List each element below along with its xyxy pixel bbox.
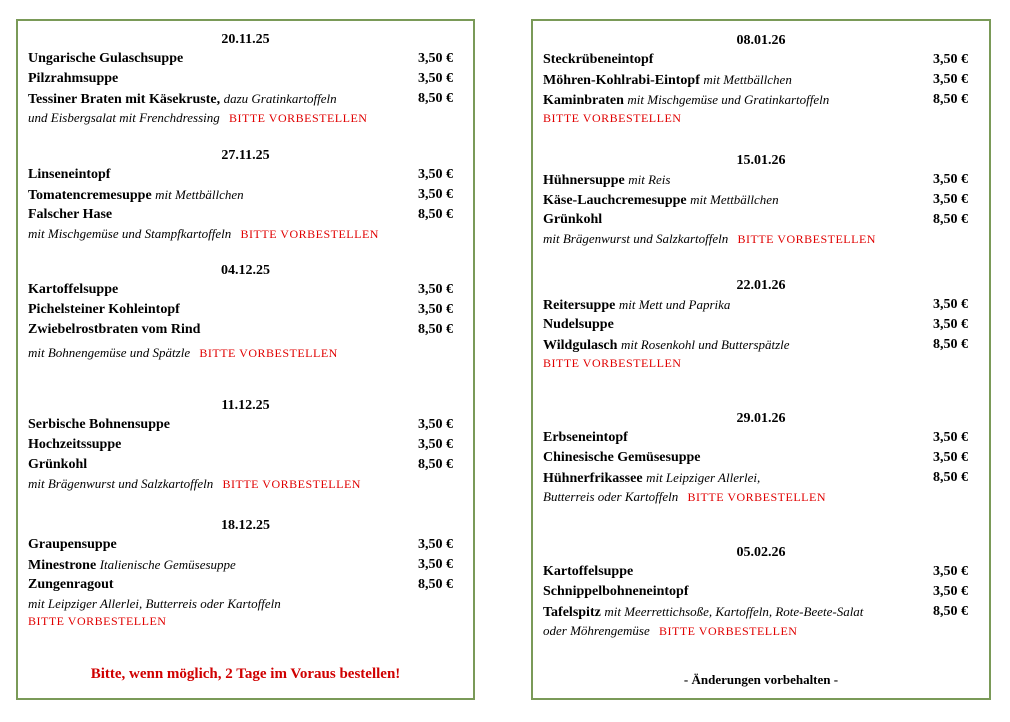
dish-name [28, 320, 200, 340]
dish-title: Steckrübeneintopf [543, 52, 654, 67]
preorder-notice: BITTE VORBESTELLEN [659, 624, 798, 638]
menu-day-section [18, 147, 473, 243]
dish-name [543, 468, 760, 489]
dish-price: 3,50 € [933, 430, 968, 445]
dish-description: mit Mett und Paprika [618, 297, 731, 312]
dish-price: 3,50 € [933, 564, 968, 579]
dish-title: Minestrone [28, 558, 97, 573]
dish-title: Nudelsuppe [543, 317, 614, 332]
dish-price: 3,50 € [933, 584, 968, 599]
preorder-notice: BITTE VORBESTELLEN [240, 227, 379, 241]
menu-item-row [18, 280, 473, 300]
side-dish-text: und Eisbergsalat mit Frenchdressing [28, 110, 220, 125]
preorder-line [18, 613, 473, 629]
menu-item-row [18, 89, 473, 109]
menu-item-row [18, 300, 473, 320]
dish-title: Erbseneintopf [543, 430, 628, 445]
dish-title: Hühnersuppe [543, 173, 625, 188]
dish-price: 3,50 € [418, 417, 453, 432]
dish-name [28, 185, 244, 206]
dish-name [543, 90, 829, 111]
dish-price: 3,50 € [933, 297, 968, 312]
dish-title: Kaminbraten [543, 93, 624, 108]
menu-item-row [533, 190, 989, 210]
menu-item-row [18, 185, 473, 205]
dish-title: Pichelsteiner Kohleintopf [28, 302, 180, 317]
side-dish-text: mit Brägenwurst und Salzkartoffeln [543, 231, 729, 246]
dish-price: 3,50 € [418, 302, 453, 317]
dish-price: 3,50 € [418, 71, 453, 86]
dish-name [543, 50, 653, 70]
menu-day-section [18, 517, 473, 629]
dish-price: 3,50 € [933, 52, 968, 67]
menu-item-row [18, 320, 473, 340]
dish-name [28, 300, 180, 320]
dish-title: Falscher Hase [28, 207, 113, 222]
dish-price: 3,50 € [933, 192, 968, 207]
dish-title: Hühnerfrikassee [543, 471, 643, 486]
dish-price: 8,50 € [933, 212, 968, 227]
dish-title: Kartoffelsuppe [28, 282, 119, 297]
dish-name [28, 205, 112, 225]
dish-name [543, 448, 701, 468]
menu-date: 04.12.25 [221, 263, 270, 278]
preorder-notice: BITTE VORBESTELLEN [543, 111, 682, 125]
preorder-line [533, 110, 989, 126]
dish-title: Möhren-Kohlrabi-Eintopf [543, 73, 700, 88]
dish-name [28, 435, 121, 455]
dish-price: 8,50 € [933, 604, 968, 619]
menu-item-row [18, 165, 473, 185]
menu-item-row [533, 295, 989, 315]
menu-item-row [533, 562, 989, 582]
dish-name [543, 335, 790, 356]
menu-item-row [533, 210, 989, 230]
preorder-notice: BITTE VORBESTELLEN [543, 356, 682, 370]
side-dish-text: oder Möhrengemüse [543, 623, 650, 638]
dish-description: mit Mischgemüse und Gratinkartoffeln [627, 92, 830, 107]
menu-item-row [533, 90, 989, 110]
dish-name [543, 295, 730, 316]
menu-date: 05.02.26 [736, 545, 786, 560]
side-dish-note [18, 595, 473, 613]
menu-item-row [533, 170, 989, 190]
menu-date: 22.01.26 [736, 278, 786, 293]
left-menu-panel [16, 19, 475, 700]
dish-title: Zwiebelrostbraten vom Rind [28, 322, 201, 337]
dish-name [543, 428, 628, 448]
dish-title: Serbische Bohnensuppe [28, 417, 170, 432]
menu-item-row [533, 50, 989, 70]
menu-date: 18.12.25 [221, 518, 270, 533]
preorder-notice: BITTE VORBESTELLEN [199, 346, 338, 360]
menu-day-section [533, 544, 989, 640]
dish-price: 3,50 € [418, 51, 453, 66]
menu-item-row [18, 535, 473, 555]
dish-title: Graupensuppe [28, 537, 117, 552]
menu-date: 11.12.25 [221, 398, 270, 413]
dish-price: 3,50 € [418, 282, 453, 297]
dish-description: mit Mettbällchen [155, 187, 244, 202]
menu-date: 27.11.25 [221, 148, 270, 163]
dish-description: mit Reis [628, 172, 671, 187]
dish-title: Tessiner Braten mit Käsekruste, [28, 92, 221, 107]
side-dish-text: mit Brägenwurst und Salzkartoffeln [28, 476, 214, 491]
dish-name [543, 602, 863, 623]
menu-item-row [533, 448, 989, 468]
dish-title: Linseneintopf [28, 167, 111, 182]
menu-item-row [18, 455, 473, 475]
side-dish-note [533, 488, 989, 506]
dish-name [543, 70, 792, 91]
menu-item-row [18, 555, 473, 575]
dish-name [543, 170, 670, 191]
menu-item-row [18, 69, 473, 89]
side-dish-text: mit Leipziger Allerlei, Butterreis oder Kartoffeln [28, 596, 281, 611]
dish-title: Pilzrahmsuppe [28, 71, 119, 86]
dish-name [28, 165, 110, 185]
side-dish-text: mit Mischgemüse und Stampfkartoffeln [28, 226, 232, 241]
dish-price: 3,50 € [933, 450, 968, 465]
dish-price: 3,50 € [418, 167, 453, 182]
menu-item-row [533, 428, 989, 448]
dish-name [543, 562, 633, 582]
dish-price: 3,50 € [418, 557, 453, 572]
preorder-notice: BITTE VORBESTELLEN [687, 490, 826, 504]
dish-description: mit Mettbällchen [690, 192, 779, 207]
dish-name [28, 575, 114, 595]
menu-item-row [18, 205, 473, 225]
dish-price: 3,50 € [933, 172, 968, 187]
preorder-line [533, 355, 989, 371]
dish-name [543, 315, 614, 335]
side-dish-note [533, 230, 989, 248]
menu-item-row [18, 415, 473, 435]
side-dish-note [18, 475, 473, 493]
dish-title: Wildgulasch [543, 338, 618, 353]
menu-day-section [18, 397, 473, 493]
menu-date: 15.01.26 [736, 153, 786, 168]
dish-name [543, 582, 689, 602]
menu-date: 29.01.26 [736, 411, 786, 426]
menu-item-row [533, 335, 989, 355]
menu-day-section [533, 277, 989, 371]
dish-name [28, 415, 170, 435]
dish-name [28, 89, 337, 110]
menu-item-row [533, 582, 989, 602]
menu-item-row [533, 602, 989, 622]
dish-title: Chinesische Gemüsesuppe [543, 450, 701, 465]
dish-title: Zungenragout [28, 577, 114, 592]
menu-day-section [18, 262, 473, 362]
dish-title: Hochzeitssuppe [28, 437, 122, 452]
side-dish-text: mit Bohnengemüse und Spätzle [28, 345, 191, 360]
preorder-notice: BITTE VORBESTELLEN [737, 232, 876, 246]
dish-name [28, 280, 118, 300]
side-dish-note [533, 622, 989, 640]
dish-price: 3,50 € [418, 187, 453, 202]
side-dish-note [18, 344, 473, 362]
dish-price: 8,50 € [418, 577, 453, 592]
menu-day-section [18, 31, 473, 127]
menu-item-row [533, 70, 989, 90]
dish-price: 8,50 € [933, 92, 968, 107]
dish-name [543, 190, 779, 211]
dish-description: mit Meerrettichsoße, Kartoffeln, Rote-Beete-Salat [604, 604, 864, 619]
dish-title: Käse-Lauchcremesuppe [543, 193, 687, 208]
dish-price: 8,50 € [418, 207, 453, 222]
menu-item-row [533, 315, 989, 335]
preorder-notice: BITTE VORBESTELLEN [28, 614, 167, 628]
dish-name [28, 555, 236, 576]
dish-price: 3,50 € [418, 437, 453, 452]
menu-item-row [18, 49, 473, 69]
menu-item-row [533, 468, 989, 488]
dish-title: Tomatencremesuppe [28, 188, 152, 203]
menu-day-section [533, 152, 989, 248]
menu-item-row [18, 435, 473, 455]
dish-name [28, 69, 118, 89]
menu-day-section [533, 32, 989, 126]
right-menu-panel [531, 19, 991, 700]
dish-description: mit Leipziger Allerlei, [646, 470, 761, 485]
menu-day-section [533, 410, 989, 506]
preorder-reminder: Bitte, wenn möglich, 2 Tage im Voraus bestellen! [90, 666, 401, 682]
dish-price: 3,50 € [933, 317, 968, 332]
dish-price: 8,50 € [933, 337, 968, 352]
dish-name [28, 535, 117, 555]
menu-date: 20.11.25 [221, 32, 270, 47]
dish-price: 8,50 € [418, 91, 453, 106]
menu-item-row [18, 575, 473, 595]
dish-title: Ungarische Gulaschsuppe [28, 51, 184, 66]
dish-name [28, 455, 87, 475]
dish-price: 8,50 € [418, 457, 453, 472]
dish-description: dazu Gratinkartoffeln [223, 91, 337, 106]
dish-name [543, 210, 602, 230]
dish-title: Grünkohl [28, 457, 88, 472]
dish-price: 3,50 € [418, 537, 453, 552]
dish-title: Schnippelbohneneintopf [543, 584, 689, 599]
dish-name [28, 49, 183, 69]
dish-title: Reitersuppe [543, 298, 616, 313]
side-dish-note [18, 109, 473, 127]
dish-title: Tafelspitz [543, 605, 601, 620]
side-dish-text: Butterreis oder Kartoffeln [543, 489, 679, 504]
dish-description: mit Rosenkohl und Butterspätzle [620, 337, 790, 352]
dish-price: 3,50 € [933, 72, 968, 87]
dish-price: 8,50 € [418, 322, 453, 337]
changes-reserved-note: - Änderungen vorbehalten - [683, 672, 839, 687]
dish-description: Italienische Gemüsesuppe [99, 557, 236, 572]
dish-price: 8,50 € [933, 470, 968, 485]
dish-title: Kartoffelsuppe [543, 564, 634, 579]
dish-description: mit Mettbällchen [703, 72, 792, 87]
dish-title: Grünkohl [543, 212, 603, 227]
preorder-notice: BITTE VORBESTELLEN [222, 477, 361, 491]
side-dish-note [18, 225, 473, 243]
preorder-notice: BITTE VORBESTELLEN [229, 111, 368, 125]
menu-date: 08.01.26 [736, 33, 786, 48]
